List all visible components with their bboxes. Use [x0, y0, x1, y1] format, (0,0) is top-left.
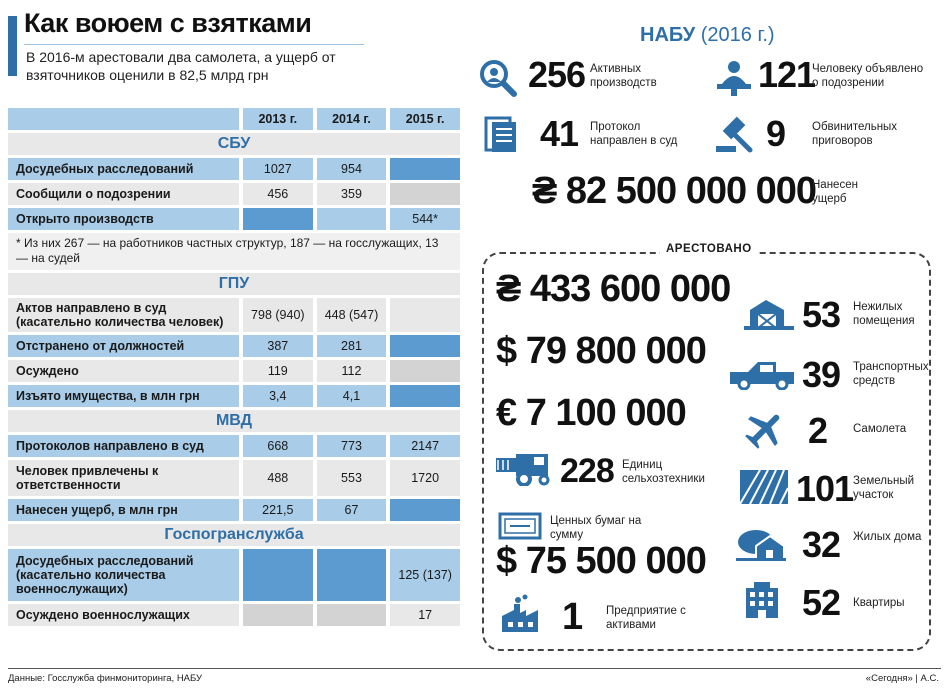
row-label: Актов направлено в суд (касательно количества человек): [8, 298, 239, 332]
arrested-usd-value: $ 79 800 000: [496, 330, 706, 372]
magnifier-icon: [478, 58, 518, 98]
page-subtitle: В 2016-м арестовали два самолета, а ущерб от взяточников оценили в 82,5 млрд грн: [26, 49, 336, 83]
stat-label: Активных производств: [590, 63, 657, 89]
stat-value: 53: [802, 294, 841, 335]
row-label: Сообщили о подозрении: [8, 183, 239, 205]
house-icon: [736, 528, 786, 562]
table-cell: 668: [243, 435, 313, 457]
nabu-title: [640, 24, 775, 47]
table-cell: [243, 208, 313, 230]
stat-label: Квартиры: [853, 597, 905, 609]
enterprise-label: Предприятие с активами: [606, 605, 686, 631]
footer-divider: [8, 668, 941, 669]
table-row: [8, 208, 460, 230]
table-cell: 1720: [390, 460, 460, 496]
section-gpu: ГПУ: [8, 273, 460, 295]
section-sbu: СБУ: [8, 133, 460, 155]
year-header: 2014 г.: [317, 108, 387, 130]
table-cell: 4,1: [317, 385, 387, 407]
stat-value: 101: [796, 468, 854, 509]
damage-label: Нанесен ущерб: [812, 179, 858, 205]
table-cell: [390, 335, 460, 357]
arrested-label: АРЕСТОВАНО: [660, 243, 758, 255]
stat-value: 2: [808, 410, 828, 451]
stat-label: Обвинительных приговоров: [812, 121, 898, 147]
nabu-title-year: (2016 г.): [695, 24, 775, 46]
source-note: Данные: Госслужба финмониторинга, НАБУ: [8, 673, 203, 684]
table-row: [8, 335, 460, 357]
enterprise-value: 1: [562, 596, 583, 638]
table-cell: 798 (940): [243, 298, 313, 332]
row-label: Протоколов направлено в суд: [8, 435, 239, 457]
table-cell: [317, 208, 387, 230]
table-cell: 281: [317, 335, 387, 357]
apartment-building-icon: [744, 582, 780, 618]
table-cell: 1027: [243, 158, 313, 180]
section-border-service: Госпогранслужба: [8, 524, 460, 546]
statistics-table: [8, 108, 460, 629]
title-accent-bar: [8, 16, 17, 76]
table-cell: 2147: [390, 435, 460, 457]
table-row: [8, 183, 460, 205]
agri-value: 228: [560, 452, 614, 490]
stat-value: 41: [540, 113, 579, 154]
stat-label: Нежилых помещения: [853, 301, 915, 327]
row-label: Досудебных расследований: [8, 158, 239, 180]
table-cell: 553: [317, 460, 387, 496]
table-row: [8, 360, 460, 382]
stat-value: 256: [528, 54, 586, 95]
stat-value: 32: [802, 524, 841, 565]
gavel-icon: [714, 116, 754, 154]
stat-label: Транспортных средств: [853, 361, 929, 387]
table-row: [8, 435, 460, 457]
table-cell: [243, 549, 313, 601]
title-divider: [24, 44, 364, 45]
table-cell: 17: [390, 604, 460, 626]
harvester-icon: [494, 452, 554, 486]
certificate-icon: [498, 512, 542, 540]
table-cell: 544*: [390, 208, 460, 230]
field-icon: [740, 470, 788, 504]
table-cell: [390, 360, 460, 382]
stat-label: Протокол направлен в суд: [590, 121, 678, 147]
table-row: [8, 460, 460, 496]
stat-label: Жилых дома: [853, 531, 922, 543]
footnote: * Из них 267 — на работников частных структур, 187 — на госслужащих, 13 — на судей: [8, 233, 460, 270]
table-cell: 359: [317, 183, 387, 205]
row-label: Досудебных расследований (касательно количества военнослужащих): [8, 549, 239, 601]
table-cell: 3,4: [243, 385, 313, 407]
document-icon: [484, 116, 518, 154]
stat-value: 39: [802, 354, 841, 395]
page-title: Как воюем с взятками: [24, 8, 312, 38]
truck-icon: [728, 360, 798, 390]
factory-icon: [500, 594, 546, 634]
header-spacer: [8, 108, 239, 130]
row-label: Человек привлечены к ответственности: [8, 460, 239, 496]
table-cell: [317, 549, 387, 601]
table-cell: 221,5: [243, 499, 313, 521]
table-row: [8, 499, 460, 521]
table-cell: 488: [243, 460, 313, 496]
stat-label: Самолета: [853, 423, 907, 435]
table-cell: [390, 385, 460, 407]
table-row: [8, 158, 460, 180]
table-cell: 456: [243, 183, 313, 205]
table-cell: 387: [243, 335, 313, 357]
person-desk-icon: [714, 58, 754, 98]
table-cell: 954: [317, 158, 387, 180]
table-row: [8, 549, 460, 601]
table-cell: 125 (137): [390, 549, 460, 601]
airplane-icon: [744, 408, 786, 450]
row-label: Осуждено военнослужащих: [8, 604, 239, 626]
table-cell: [317, 604, 387, 626]
table-cell: 67: [317, 499, 387, 521]
table-row: [8, 298, 460, 332]
arrested-uah-value: ₴ 433 600 000: [496, 268, 731, 310]
row-label: Открыто производств: [8, 208, 239, 230]
table-cell: 112: [317, 360, 387, 382]
table-row: [8, 385, 460, 407]
table-row: [8, 604, 460, 626]
table-cell: 773: [317, 435, 387, 457]
table-cell: 448 (547): [317, 298, 387, 332]
table-cell: 119: [243, 360, 313, 382]
stat-value: 121: [758, 54, 816, 95]
stat-value: 9: [766, 113, 786, 154]
year-header: 2015 г.: [390, 108, 460, 130]
arrested-eur-value: € 7 100 000: [496, 392, 686, 434]
securities-value: $ 75 500 000: [496, 540, 706, 582]
table-cell: [390, 298, 460, 332]
warehouse-icon: [744, 298, 794, 330]
table-cell: [390, 158, 460, 180]
damage-value: ₴ 82 500 000 000: [532, 170, 817, 212]
table-cell: [390, 499, 460, 521]
year-header: 2013 г.: [243, 108, 313, 130]
row-label: Отстранено от должностей: [8, 335, 239, 357]
row-label: Осуждено: [8, 360, 239, 382]
row-label: Изъято имущества, в млн грн: [8, 385, 239, 407]
table-cell: [243, 604, 313, 626]
agri-label: Единиц сельхозтехники: [622, 459, 705, 485]
securities-label: Ценных бумаг на сумму: [550, 515, 642, 541]
row-label: Нанесен ущерб, в млн грн: [8, 499, 239, 521]
stat-label: Человеку объявлено о подозрении: [812, 63, 924, 89]
nabu-title-bold: НАБУ: [640, 24, 696, 46]
stat-label: Земельный участок: [853, 475, 915, 501]
stat-value: 52: [802, 582, 841, 623]
table-header-row: [8, 108, 460, 130]
credit-note: «Сегодня» | А.С.: [865, 673, 939, 684]
table-cell: [390, 183, 460, 205]
section-mvd: МВД: [8, 410, 460, 432]
